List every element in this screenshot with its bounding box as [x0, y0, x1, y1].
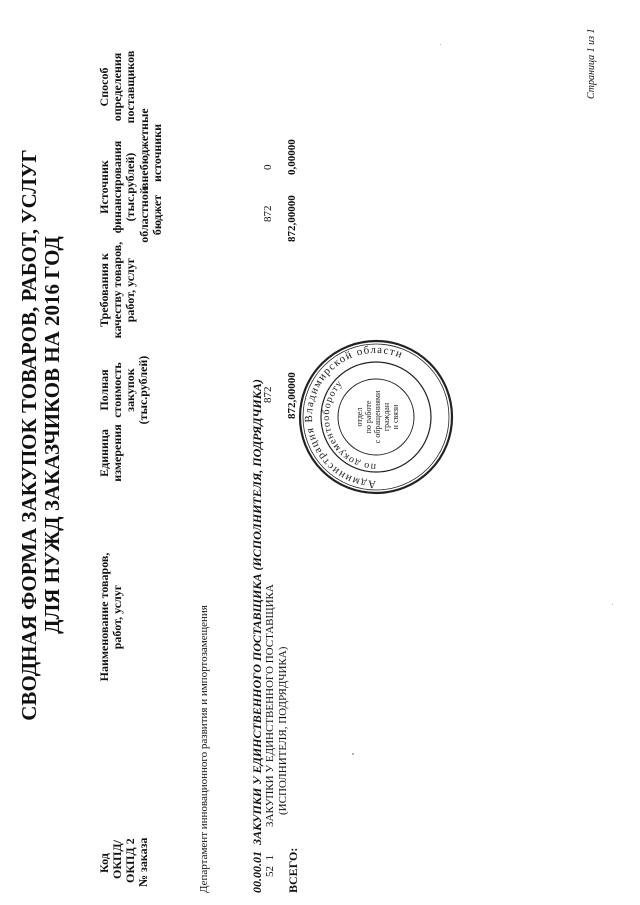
scan-speck — [352, 753, 354, 755]
header-funding — [98, 131, 137, 243]
header-unit-line: измерения — [110, 424, 124, 482]
header-funding-line: финансирования — [110, 140, 124, 234]
seal-center-line: граждан — [382, 402, 391, 432]
row-name — [264, 584, 290, 827]
header-cost-line: Полная — [97, 369, 111, 411]
group-title: ЗАКУПКИ У ЕДИНСТВЕННОГО ПОСТАВЩИКА (ИСПОЛНИТЕЛЯ, ПОДРЯДЧИКА) — [250, 379, 264, 845]
title-line-1: СВОДНАЯ ФОРМА ЗАКУПОК ТОВАРОВ, РАБОТ, УСЛУГ — [17, 149, 41, 721]
header-funding-line: Источник — [97, 160, 111, 214]
header-method — [98, 37, 137, 137]
header-requirements-line: Требования к — [97, 253, 111, 327]
header-name — [98, 537, 124, 697]
header-cost-line: стоимость — [110, 362, 124, 418]
header-method-line: Способ — [97, 67, 111, 107]
header-cost-line: закупок — [123, 368, 137, 412]
header-method-line: определения — [110, 52, 124, 122]
page-number: Страница 1 из 1 — [586, 28, 597, 99]
scan-speck — [612, 604, 613, 605]
total-label: ВСЕГО: — [286, 847, 300, 893]
title-line-2: ДЛЯ НУЖД ЗАКАЗЧИКОВ НА 2016 ГОД — [40, 236, 64, 634]
row-code-b: 1 — [264, 855, 276, 861]
total-cost: 872,00000 — [286, 372, 298, 419]
seal-center-line: по работе — [364, 400, 373, 434]
header-funding-line: (тыс.рублей) — [123, 152, 137, 222]
seal-center-line: отдел — [355, 407, 364, 427]
header-unit-line: Единица — [97, 429, 111, 477]
header-method-line: поставщиков — [123, 50, 137, 124]
seal-center-line: и связи — [391, 404, 400, 430]
header-requirements-line: качеству товаров, — [110, 241, 124, 339]
total-offbudget: 0,00000 — [286, 139, 298, 175]
total-regional: 872,00000 — [286, 195, 298, 242]
scan-speck — [440, 44, 441, 45]
header-code-line: ОКПД 2 — [123, 838, 137, 883]
seal-outer-text: Администрация Владимирской области — [302, 343, 405, 491]
header-requirements-line: работ, услуг — [123, 257, 137, 323]
row-code-a: 52 — [264, 866, 276, 877]
row-regional: 872 — [262, 205, 274, 222]
row-name-line-2: (ИСПОЛНИТЕЛЯ, ПОДРЯДЧИКА) — [277, 646, 289, 815]
header-name-line: работ, услуг — [110, 584, 124, 650]
department-name: Департамент инновационного развития и импортозамещения — [198, 605, 210, 893]
header-funding-regional-line: бюджет — [150, 194, 164, 236]
header-name-line: Наименование товаров, — [97, 552, 111, 682]
group-cost: 872 — [262, 386, 274, 403]
header-funding-offbudget-line: источники — [150, 123, 164, 183]
header-code-line: № заказа — [136, 837, 150, 887]
header-funding-offbudget-line: внебюджетные — [137, 108, 151, 189]
header-funding-regional-line: областной — [137, 187, 151, 243]
header-funding-offbudget — [137, 108, 164, 189]
official-seal — [296, 337, 456, 497]
header-cost-line: (тыс.рублей) — [136, 355, 150, 425]
header-cost — [98, 345, 150, 435]
header-code-line: Код — [97, 853, 111, 873]
group-code: 00.00.01 — [250, 851, 264, 893]
row-offbudget: 0 — [262, 164, 274, 170]
group-heading — [250, 379, 265, 893]
header-funding-regional — [138, 185, 164, 245]
row-name-line-1: ЗАКУПКИ У ЕДИНСТВЕННОГО ПОСТАВЩИКА — [264, 584, 276, 827]
header-code — [98, 813, 150, 893]
table-row — [264, 855, 277, 877]
document-title — [18, 115, 64, 755]
seal-center-line: с обращениями — [373, 390, 382, 444]
header-requirements — [98, 235, 137, 345]
header-code-line: ОКПД/ — [110, 840, 124, 879]
seal-inner-text: по документообороту — [320, 377, 377, 473]
